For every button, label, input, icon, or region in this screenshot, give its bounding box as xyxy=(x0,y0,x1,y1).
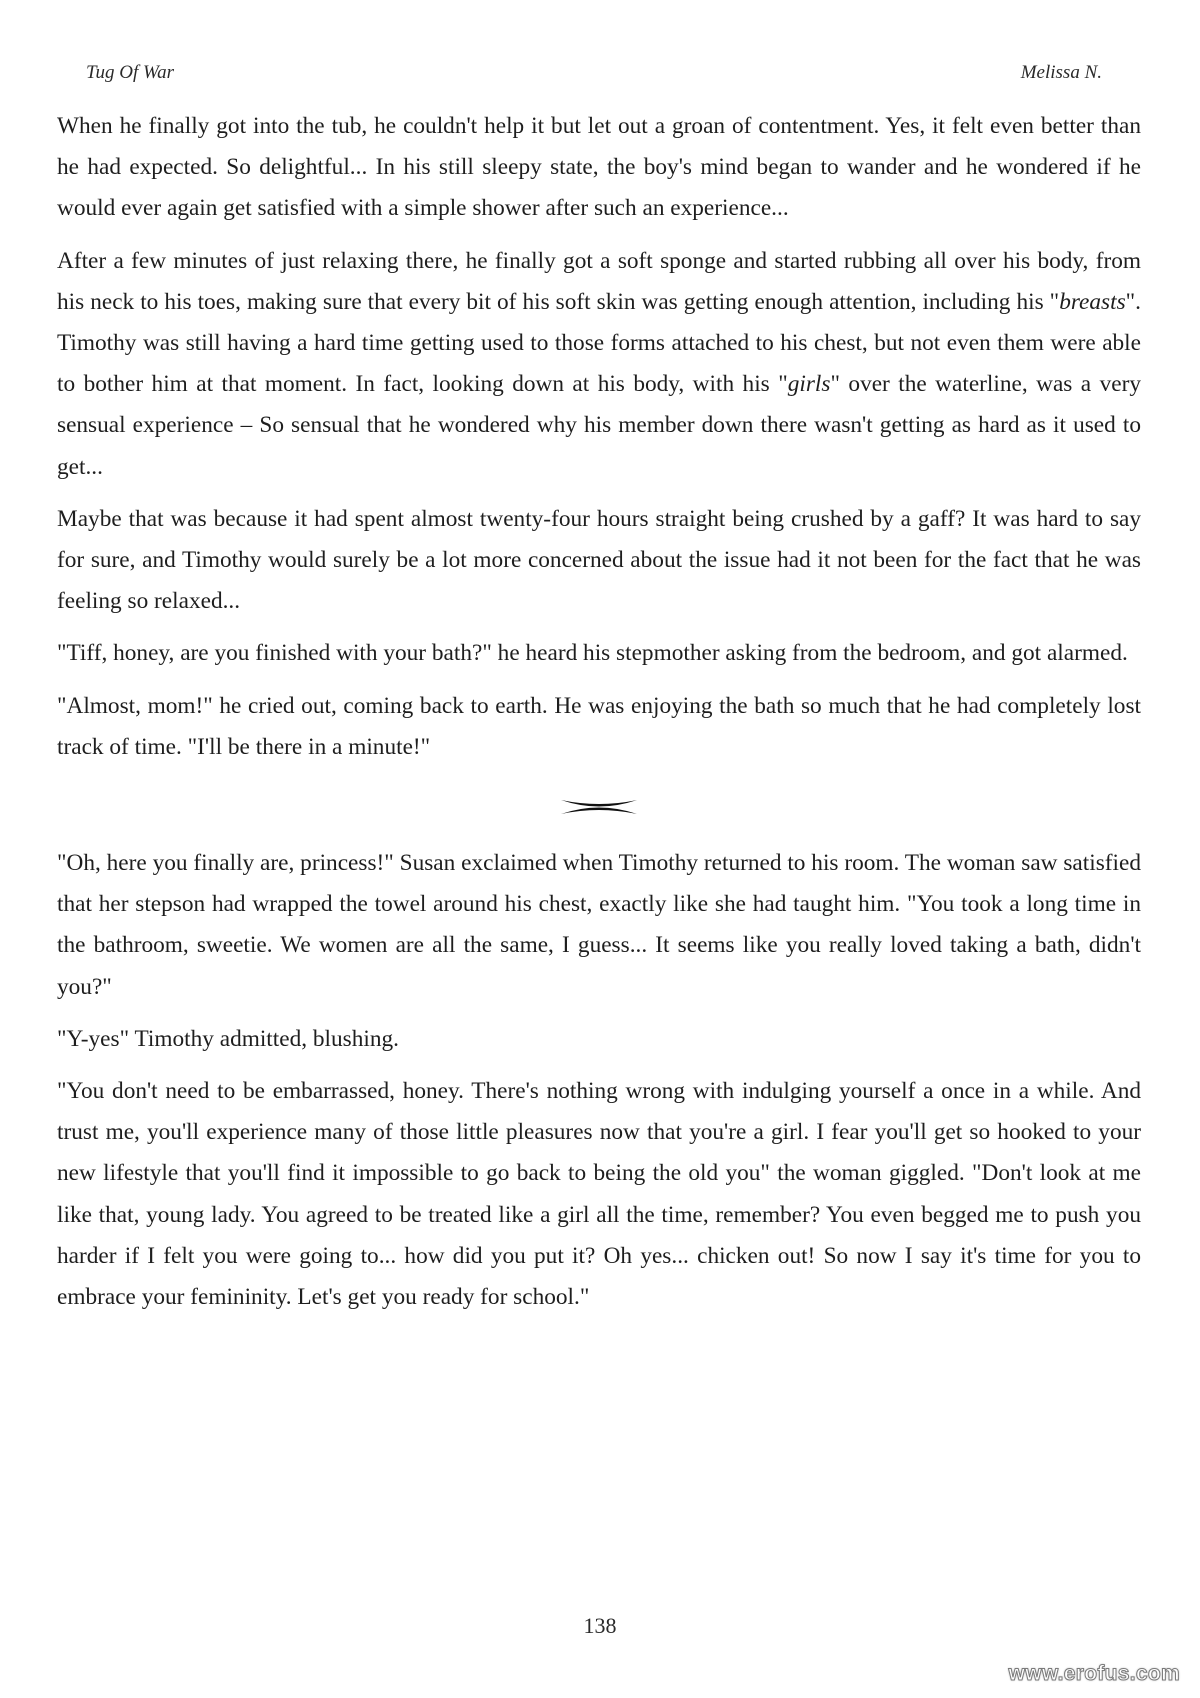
paragraph xyxy=(57,499,1141,623)
text-run: "Oh, here you finally are, princess!" Susan exclaimed when Timothy returned to his room. The woman saw satisfied that her stepson had wrapped the towel around his chest, exactly like she had taught him. "You took a long time in the bathroom, sweetie. We women are all the same, I guess... It seems like you really loved taking a bath, didn't you?" xyxy=(57,850,1141,1000)
paragraph xyxy=(57,1071,1141,1318)
text-run: Maybe that was because it had spent almost twenty-four hours straight being crushed by a gaff? It was hard to say for sure, and Timothy would surely be a lot more concerned about the issue had it not been for the fact that he was feeling so relaxed... xyxy=(57,505,1141,615)
section-divider-icon xyxy=(57,777,1141,837)
paragraph xyxy=(57,633,1141,674)
text-run: "Y-yes" Timothy admitted, blushing. xyxy=(57,1025,399,1052)
emphasis-text: breasts xyxy=(1059,288,1126,315)
text-run: "Almost, mom!" he cried out, coming back to earth. He was enjoying the bath so much that he had completely lost track of time. "I'll be there in a minute!" xyxy=(57,692,1141,760)
text-run: After a few minutes of just relaxing there, he finally got a soft sponge and started rubbing all over his body, from his neck to his toes, making sure that every bit of his soft skin was getting enough attention, including his " xyxy=(57,247,1141,315)
paragraph xyxy=(57,241,1141,488)
text-run: "Tiff, honey, are you finished with your bath?" he heard his stepmother asking from the bedroom, and got alarmed. xyxy=(57,640,1128,667)
emphasis-text: girls xyxy=(787,371,831,398)
paragraph xyxy=(57,1019,1141,1060)
paragraph xyxy=(57,686,1141,768)
body-text xyxy=(57,106,1141,1329)
running-header xyxy=(86,62,1102,88)
text-run: When he finally got into the tub, he couldn't help it but let out a groan of contentment. Yes, it felt even better than he had expected. So delightful... In his still sleepy state, the boy's mind began to wander and he wondered if he would ever again get satisfied with a simple shower after such an experience... xyxy=(57,113,1141,222)
text-run: " over the waterline, was a very sensual experience – So sensual that he wondered why his member down there wasn't getting as hard as it used to get... xyxy=(57,371,1141,480)
watermark: www.erofus.com xyxy=(1008,1662,1180,1685)
page-number: 138 xyxy=(583,1613,617,1638)
paragraph xyxy=(57,843,1141,1008)
text-run: ". Timothy was still having a hard time getting used to those forms attached to his chest, but not even them were able to bother him at that moment. In fact, looking down at his body, with his " xyxy=(57,288,1141,398)
text-run: "You don't need to be embarrassed, honey. There's nothing wrong with indulging yourself a once in a while. And trust me, you'll experience many of those little pleasures now that you're a girl. I fear you'll get so hooked to your new lifestyle that you'll find it impossible to go back to being the old you" the woman giggled. "Don't look at me like that, young lady. You agreed to be treated like a girl all the time, remember? You even begged me to push you harder if I felt you were going to... how did you put it? Oh yes... chicken out! So now I say it's time for you to embrace your femininity. Let's get you ready for school." xyxy=(57,1078,1141,1311)
paragraph xyxy=(57,106,1141,230)
book-title: Tug Of War xyxy=(86,62,174,83)
author-name: Melissa N. xyxy=(1020,62,1102,83)
